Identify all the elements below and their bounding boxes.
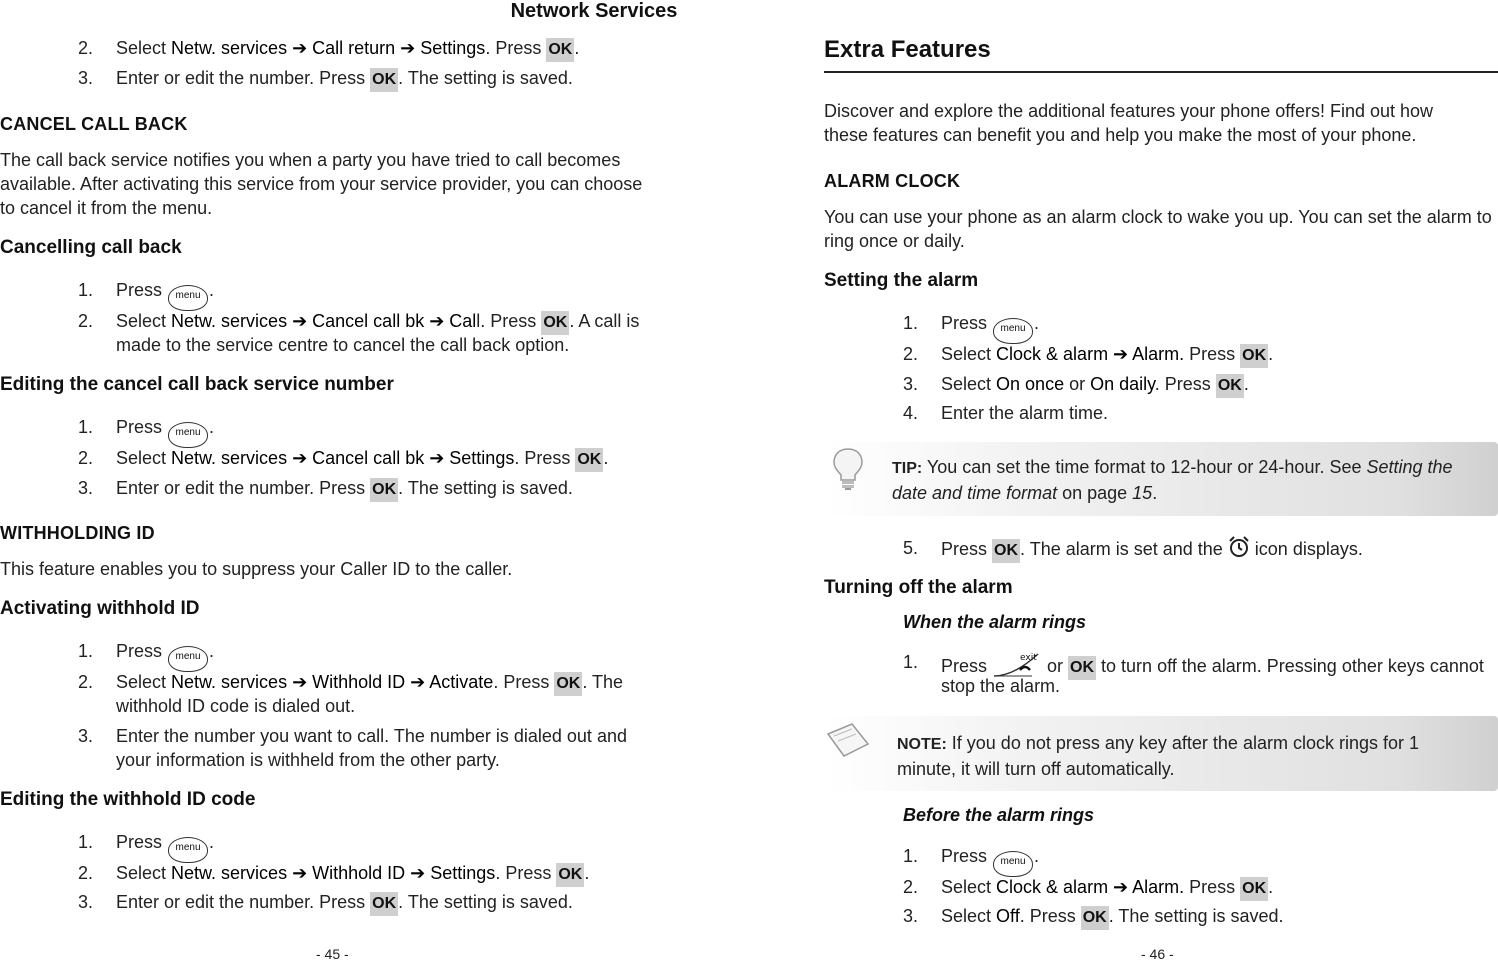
menu-option: On daily <box>1090 374 1155 394</box>
ok-key: OK <box>541 311 569 335</box>
tip-reference-link-cont[interactable]: date and time format <box>892 483 1058 503</box>
menu-path: Clock & alarm ➔ Alarm. <box>996 344 1185 364</box>
menu-option: Off <box>996 906 1020 926</box>
ok-key: OK <box>556 863 584 887</box>
alarm-clock-heading: ALARM CLOCK <box>824 171 961 191</box>
menu-path: Clock & alarm ➔ Alarm. <box>996 877 1185 897</box>
menu-key-icon: menu <box>168 285 208 311</box>
exit-key-label: exit <box>1020 653 1037 663</box>
activating-withhold-id-heading: Activating withhold ID <box>0 598 200 619</box>
turning-off-alarm-heading: Turning off the alarm <box>824 577 1013 598</box>
menu-option: On once <box>996 374 1065 394</box>
ok-key: OK <box>1216 374 1244 398</box>
setting-the-alarm-heading: Setting the alarm <box>824 270 979 291</box>
when-alarm-rings-heading: When the alarm rings <box>903 612 1087 632</box>
lightbulb-icon <box>830 446 866 492</box>
menu-key-icon: menu <box>168 422 208 448</box>
ok-key: OK <box>554 672 582 696</box>
ok-key: OK <box>575 448 603 472</box>
menu-key-icon: menu <box>168 646 208 672</box>
withholding-id-description: This feature enables you to suppress your Caller ID to the caller. <box>0 559 513 579</box>
ok-key: OK <box>1068 656 1096 680</box>
page-header-title: Network Services <box>510 0 678 22</box>
exit-key-icon <box>992 650 1042 674</box>
before-alarm-rings-heading: Before the alarm rings <box>903 805 1095 825</box>
extra-features-intro: Discover and explore the additional features your phone offers! Find out how these features can benefit you and help you make the most of your phone. <box>824 101 1434 145</box>
menu-path: Netw. services ➔ Call return ➔ Settings <box>171 38 486 58</box>
extra-features-title: Extra Features <box>824 36 991 63</box>
editing-cancel-call-back-heading: Editing the cancel call back service number <box>0 374 394 395</box>
menu-key-icon: menu <box>993 851 1033 877</box>
alarm-clock-description: You can use your phone as an alarm clock to wake you up. You can set the alarm to ring once or daily. <box>824 207 1492 251</box>
ok-key: OK <box>370 68 398 92</box>
menu-path: Netw. services ➔ Cancel call bk ➔ Settings <box>171 448 515 468</box>
withholding-id-heading: WITHHOLDING ID <box>0 523 155 543</box>
ok-key: OK <box>370 478 398 502</box>
page-number-right: - 46 - <box>1141 946 1174 962</box>
ok-key: OK <box>370 892 398 916</box>
cancel-call-back-heading: CANCEL CALL BACK <box>0 114 188 134</box>
ok-key: OK <box>1240 877 1268 901</box>
menu-key-icon: menu <box>993 318 1033 344</box>
notepad-icon <box>826 722 870 758</box>
tip-label: TIP: <box>892 460 923 477</box>
cancelling-call-back-heading: Cancelling call back <box>0 237 182 258</box>
note-label: NOTE: <box>897 736 947 753</box>
ok-key: OK <box>1081 906 1109 930</box>
menu-path: Netw. services ➔ Cancel call bk ➔ Cal <box>171 311 477 331</box>
cancel-call-back-description: The call back service notifies you when a party you have tried to call becomes available. After activating this service from your service provider, you can choose to cancel it from the menu. <box>0 150 643 218</box>
menu-path: Netw. services ➔ Withhold ID ➔ Activate <box>171 672 494 692</box>
ok-key: OK <box>1240 344 1268 368</box>
ok-key: OK <box>992 539 1020 563</box>
menu-key-icon: menu <box>168 837 208 863</box>
ok-key: OK <box>546 38 574 62</box>
title-divider <box>824 71 1498 73</box>
menu-path: Netw. services ➔ Withhold ID ➔ Settings <box>171 863 496 883</box>
alarm-clock-icon <box>1228 536 1250 558</box>
page-number-left: - 45 - <box>316 946 349 962</box>
note-text: NOTE: If you do not press any key after the alarm clock rings for 1 minute, it will turn off automatically. <box>897 733 1419 779</box>
tip-page-number: 15 <box>1132 483 1153 503</box>
tip-text: TIP: You can set the time format to 12-hour or 24-hour. See Setting the date and time format on page 15. <box>892 457 1453 503</box>
editing-withhold-id-heading: Editing the withhold ID code <box>0 789 256 810</box>
tip-reference-link[interactable]: Setting the <box>1366 457 1453 477</box>
